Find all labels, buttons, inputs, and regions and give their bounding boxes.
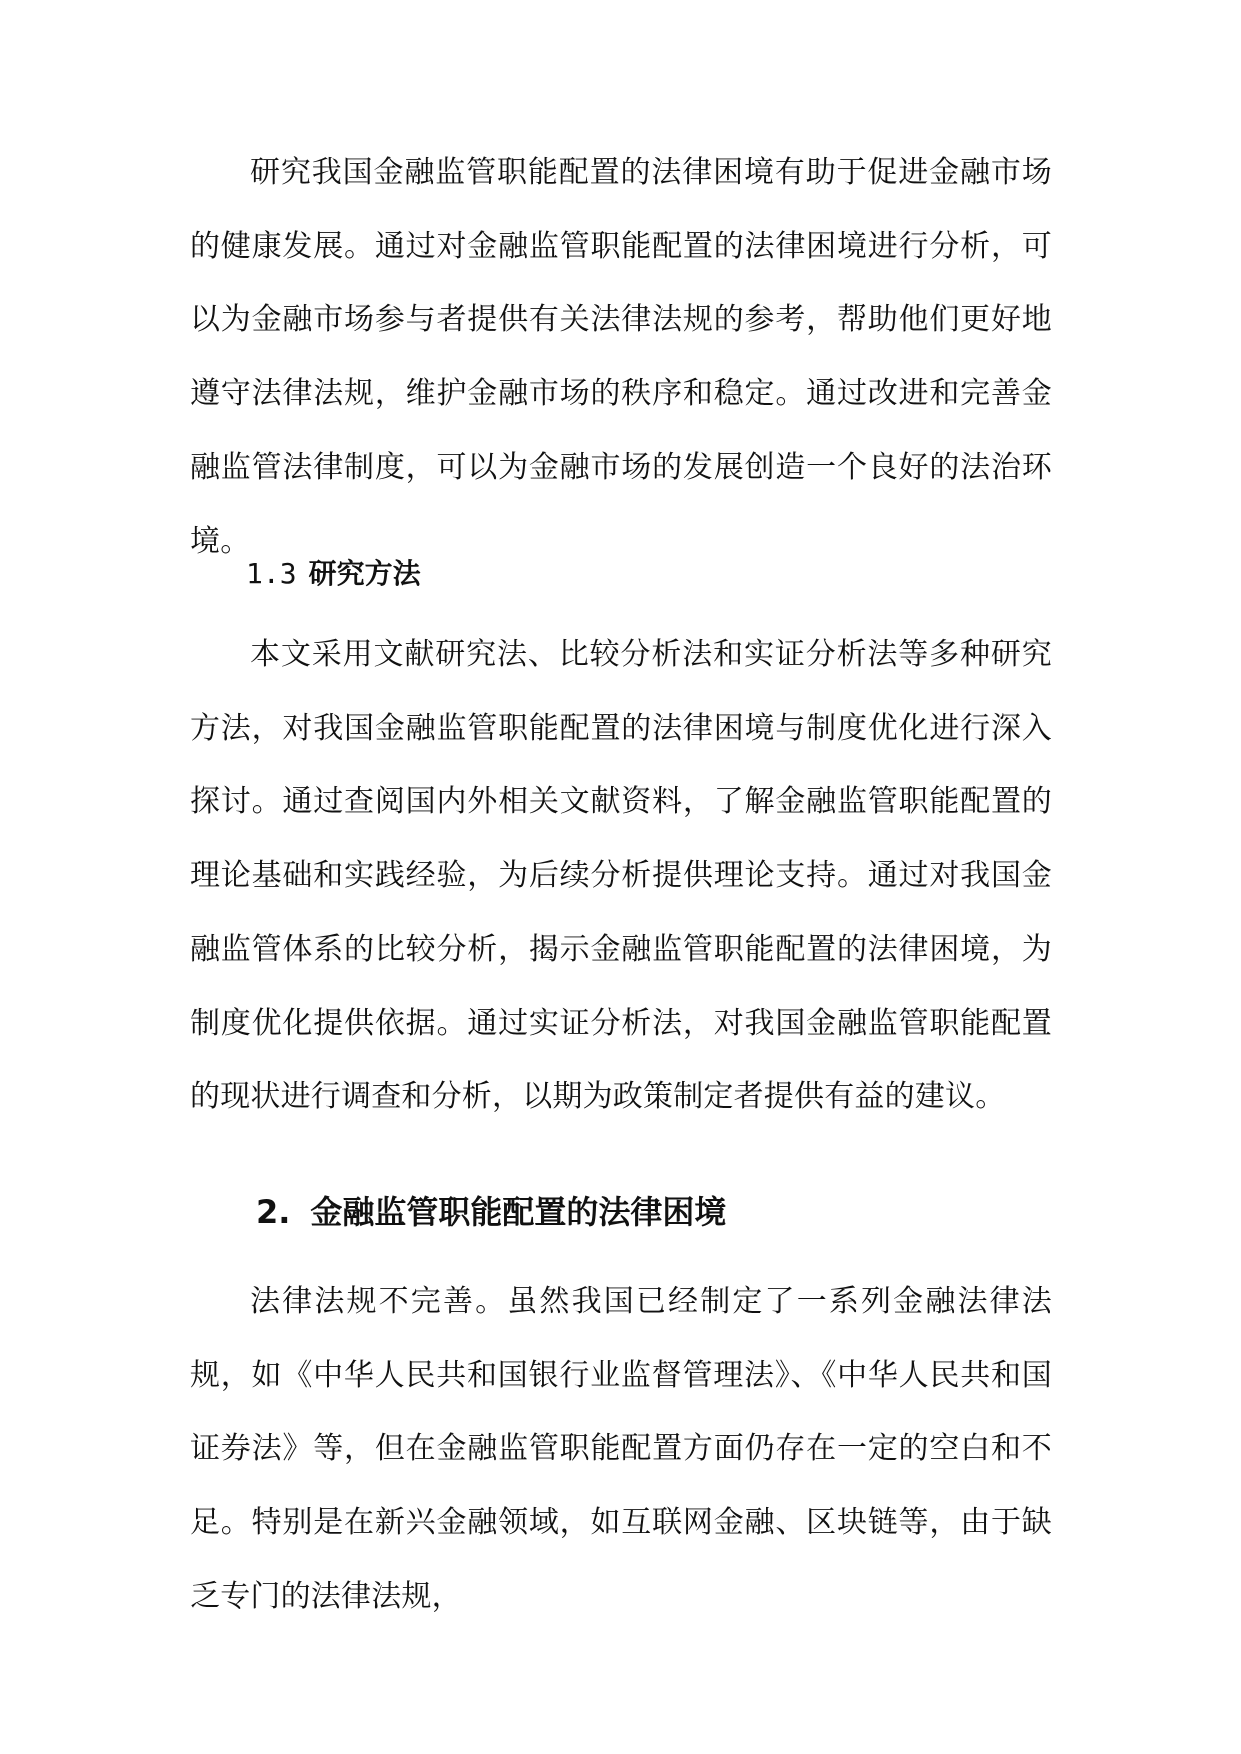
dilemma-paragraph: 法律法规不完善。虽然我国已经制定了一系列金融法律法规，如《中华人民共和国银行业监督管理法》、《中华人民共和国证券法》等，但在金融监管职能配置方面仍存在一定的空白和不足。特别是在新兴金融领域，如互联网金融、区块链等，由于缺乏专门的法律法规，: [190, 1284, 1052, 1614]
section-2-title: 金融监管职能配置的法律困境: [310, 1193, 727, 1231]
section-2-number: 2.: [256, 1193, 291, 1231]
methods-paragraph: 本文采用文献研究法、比较分析法和实证分析法等多种研究方法，对我国金融监管职能配置的法律困境与制度优化进行深入探讨。通过查阅国内外相关文献资料，了解金融监管职能配置的理论基础和实践经验，为后续分析提供理论支持。通过对我国金融监管体系的比较分析，揭示金融监管职能配置的法律困境，为制度优化提供依据。通过实证分析法，对我国金融监管职能配置的现状进行调查和分析，以期为政策制定者提供有益的建议。: [190, 637, 1052, 1115]
section-2-heading: [256, 1190, 726, 1234]
section-1-3-heading: [246, 554, 421, 594]
section-1-3-number: 1.3: [246, 557, 297, 590]
intro-paragraph: 研究我国金融监管职能配置的法律困境有助于促进金融市场的健康发展。通过对金融监管职能配置的法律困境进行分析，可以为金融市场参与者提供有关法律法规的参考，帮助他们更好地遵守法律法规，维护金融市场的秩序和稳定。通过改进和完善金融监管法律制度，可以为金融市场的发展创造一个良好的法治环境。: [190, 155, 1052, 559]
section-1-3-title: 研究方法: [308, 557, 421, 590]
